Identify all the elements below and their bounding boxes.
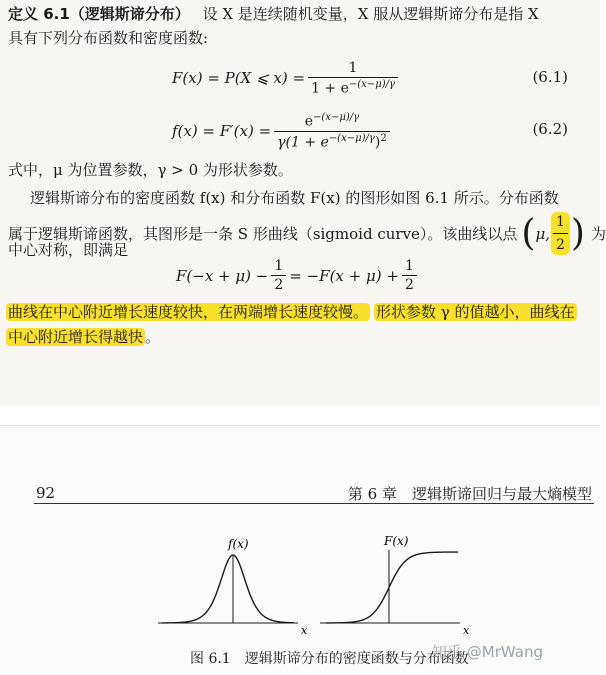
paragraph-line-2-text: 属于逻辑斯谛函数，其图形是一条 S 形曲线（sigmoid curve）。该曲线以点 [8, 224, 518, 243]
eq1-numerator: 1 [348, 60, 358, 76]
symmetry-fraction-left: $\frac{1}{2}$ [271, 258, 286, 293]
center-point-half: $\frac{1}{2}$ [551, 212, 570, 255]
equation-number-6-1: (6.1) [532, 68, 568, 86]
equation-6-2 [172, 112, 393, 150]
eq2-denominator: $\gamma(1 + e^{-(x-\mu)/\gamma})^2$ [274, 131, 390, 151]
eq1-denominator: $1 + e^{-(x-\mu)/\gamma}$ [308, 77, 398, 97]
paragraph-line-1: 逻辑斯谛分布的密度函数 f(x) 和分布函数 F(x) 的图形如图 6.1 所示。分布函数 [30, 189, 559, 207]
chapter-title: 第 6 章 逻辑斯谛回归与最大熵模型 [347, 485, 592, 503]
eq2-numerator: $e^{-(x-\mu)/\gamma}$ [304, 112, 360, 130]
parameter-note: 式中，μ 为位置参数，γ > 0 为形状参数。 [8, 161, 293, 179]
eq1-denominator-exponent: −(x−μ)/γ [348, 79, 395, 90]
definition-text: 设 X 是连续随机变量，X 服从逻辑斯谛分布是指 X [202, 5, 539, 23]
eq2-fraction [274, 112, 390, 150]
symmetry-mid: = −F(x + μ) + [289, 266, 399, 285]
center-point-mu: μ, [535, 224, 550, 243]
paragraph-line-3: 中心对称，即满足 [8, 241, 129, 259]
highlight-end: 。 [145, 328, 161, 346]
equation-6-1 [172, 60, 401, 97]
highlight-part-1: 曲线在中心附近增长速度较快，在两端增长速度较慢。 [8, 303, 369, 321]
definition-line-1 [8, 4, 539, 24]
figure-6-1 [0, 520, 600, 645]
highlight-line-1 [6, 302, 577, 322]
distribution-curve [326, 552, 458, 623]
paragraph-line-2-end: 为 [590, 224, 606, 243]
eq1-lhs: F(x) = P(X ⩽ x) = [172, 69, 306, 88]
definition-line-2: 具有下列分布函数和密度函数: [8, 29, 209, 47]
equation-number-6-2: (6.2) [532, 120, 568, 138]
distribution-plot [320, 534, 470, 637]
center-point: ( μ, $\frac{1}{2}$ ) [521, 212, 585, 254]
definition-label: 定义 6.1（逻辑斯谛分布） [8, 5, 190, 23]
highlight-part-2: 形状参数 γ 的值越小，曲线在 [376, 303, 575, 321]
eq2-lhs: f(x) = F′(x) = [172, 122, 272, 141]
density-curve [162, 555, 294, 623]
eq1-fraction [308, 60, 398, 97]
highlight-part-3: 中心附近增长得越快 [8, 328, 144, 346]
symmetry-fraction-right: $\frac{1}{2}$ [402, 258, 417, 293]
watermark: 知乎 @MrWang [432, 643, 543, 661]
header-rule [34, 503, 594, 504]
symmetry-equation [176, 258, 420, 293]
density-label: f(x) [228, 537, 249, 551]
page-number: 92 [36, 484, 56, 502]
symmetry-lhs: F(−x + μ) − [176, 266, 269, 285]
distribution-x-label: x [463, 624, 470, 637]
density-plot [158, 537, 308, 637]
density-x-label: x [301, 624, 308, 637]
distribution-label: F(x) [384, 534, 409, 548]
figure-caption: 图 6.1 逻辑斯谛分布的密度函数与分布函数 [190, 651, 469, 667]
highlight-line-2 [6, 327, 160, 347]
